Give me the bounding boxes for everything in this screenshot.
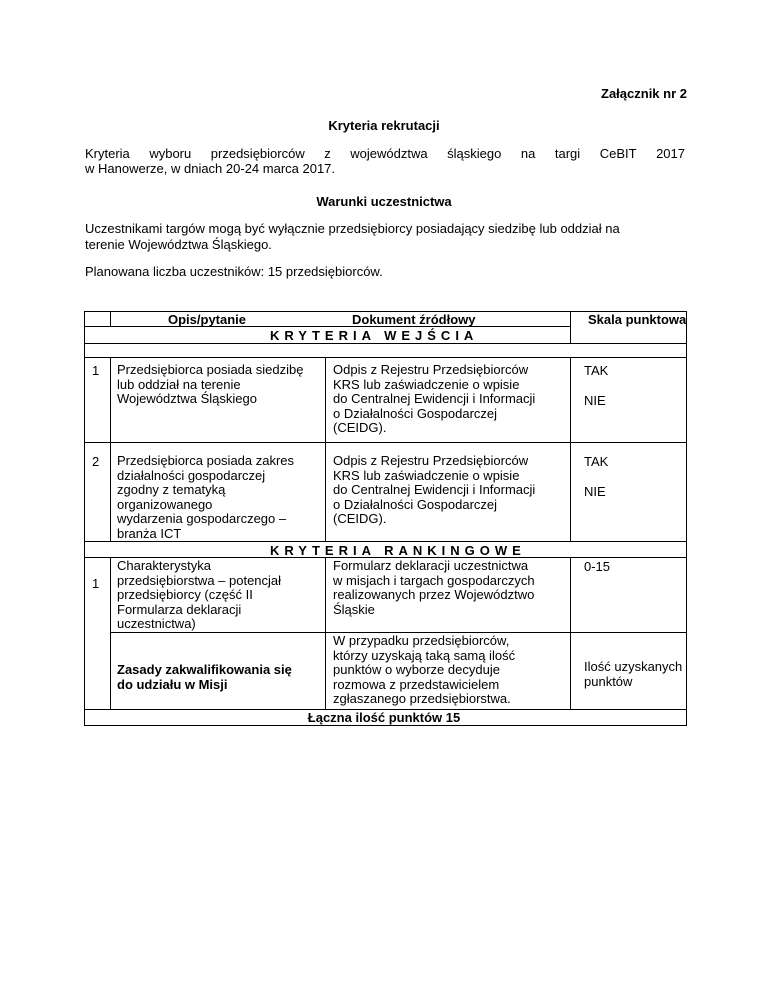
row1-yes: TAK	[584, 363, 609, 378]
table-rule	[570, 357, 571, 542]
row4-description: Zasady zakwalifikowania się do udziału w Misji	[117, 662, 292, 692]
row4-source-document: W przypadku przedsiębiorców, którzy uzyskają taką samą ilość punktów o wyborze decyduje rozmowa z przedstawicielem zgłaszanego przedsiębiorstwa.	[333, 633, 516, 706]
column-header-point-scale: Skala punktowa	[588, 312, 687, 327]
row2-yes: TAK	[584, 454, 609, 469]
page-title: Kryteria rekrutacji	[328, 118, 440, 133]
column-header-source-document: Dokument źródłowy	[352, 312, 476, 327]
conditions-line-1: Uczestnikami targów mogą być wyłącznie przedsiębiorcy posiadający siedzibę lub oddział na	[85, 221, 620, 236]
row-number: 1	[92, 576, 100, 591]
row-number: 1	[92, 363, 100, 378]
row2-no: NIE	[584, 484, 606, 499]
row3-source-document: Formularz deklaracji uczestnictwa w misjach i targach gospodarczych realizowanych przez Województwo Śląskie	[333, 558, 535, 617]
intro-word: z	[324, 146, 331, 161]
table-rule	[84, 343, 687, 344]
row1-description: Przedsiębiorca posiada siedzibę lub oddział na terenie Województwa Śląskiego	[117, 362, 304, 406]
row-number: 2	[92, 454, 100, 469]
intro-word: 2017	[656, 146, 685, 161]
total-points: Łączna ilość punktów 15	[307, 710, 461, 725]
row1-no: NIE	[584, 393, 606, 408]
table-rule	[110, 311, 111, 327]
section-entry-criteria: KRYTERIA WEJŚCIA	[270, 328, 479, 343]
row2-source-document: Odpis z Rejestru Przedsiębiorców KRS lub zaświadczenie o wpisie do Centralnej Ewidencji i Informacji o Działalności Gospodarczej (CEIDG).	[333, 453, 536, 526]
attachment-label: Załącznik nr 2	[601, 86, 687, 101]
intro-word: śląskiego	[447, 146, 502, 161]
intro-word: Kryteria	[85, 146, 130, 161]
intro-word: wyboru	[149, 146, 192, 161]
table-rule	[325, 557, 326, 710]
row3-points-range: 0-15	[584, 559, 611, 574]
intro-line-2: w Hanowerze, w dniach 20-24 marca 2017.	[85, 161, 336, 176]
intro-word: województwa	[350, 146, 428, 161]
row2-description: Przedsiębiorca posiada zakres działalności gospodarczej zgodny z tematyką organizowanego wydarzenia gospodarczego – branża ICT	[117, 453, 295, 541]
row3-description: Charakterystyka przedsiębiorstwa – potencjał przedsiębiorcy (część II Formularza deklaracji uczestnictwa)	[117, 558, 282, 631]
table-rule	[110, 557, 111, 710]
table-rule	[84, 541, 687, 542]
conditions-line-2: terenie Województwa Śląskiego.	[85, 237, 272, 252]
intro-word: targi	[554, 146, 581, 161]
table-rule	[570, 557, 571, 710]
intro-word: CeBIT	[599, 146, 637, 161]
table-rule	[84, 442, 687, 443]
table-rule	[570, 311, 571, 344]
section-subtitle: Warunki uczestnictwa	[316, 194, 452, 209]
row1-source-document: Odpis z Rejestru Przedsiębiorców KRS lub zaświadczenie o wpisie do Centralnej Ewidencji i Informacji o Działalności Gospodarczej (CEIDG).	[333, 362, 536, 435]
intro-line-1	[85, 146, 685, 161]
conditions-paragraph	[85, 221, 695, 253]
intro-word: przedsiębiorców	[210, 146, 305, 161]
table-border-bottom	[84, 725, 687, 726]
table-border-right	[686, 311, 687, 726]
row4-points: Ilość uzyskanych punktów	[584, 659, 683, 689]
section-ranking-criteria: KRYTERIA RANKINGOWE	[270, 543, 526, 558]
table-rule	[325, 357, 326, 542]
table-rule	[84, 357, 687, 358]
column-header-description: Opis/pytanie	[168, 312, 247, 327]
planned-participants: Planowana liczba uczestników: 15 przedsiębiorców.	[85, 264, 383, 279]
table-border-left	[84, 311, 85, 726]
table-rule	[110, 357, 111, 542]
table-rule	[84, 326, 570, 327]
intro-word: na	[520, 146, 536, 161]
intro-text	[85, 146, 685, 176]
